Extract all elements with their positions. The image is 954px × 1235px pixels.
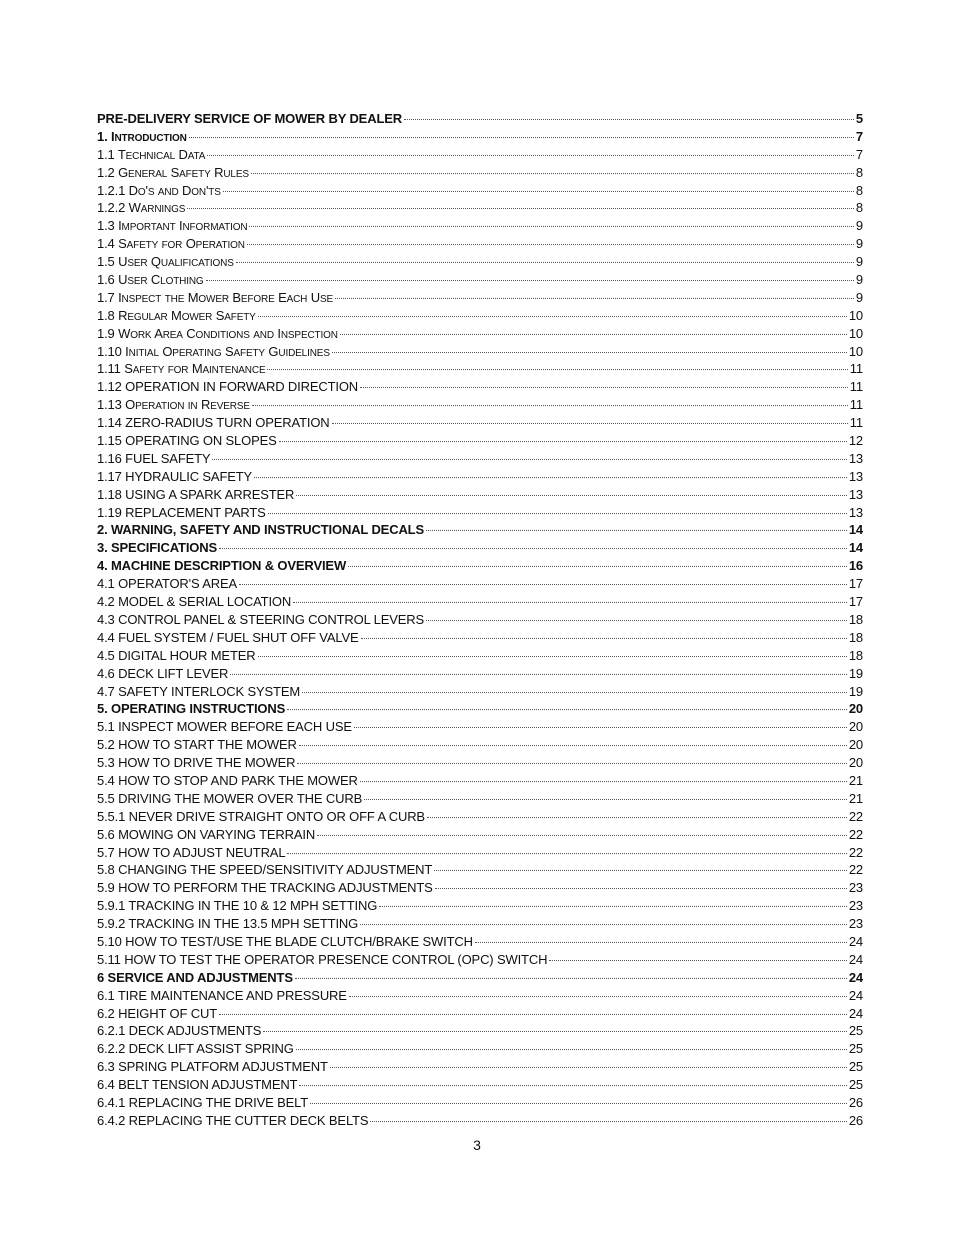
dot-leader [189,137,854,138]
toc-entry-title: 6.4 BELT TENSION ADJUSTMENT [97,1077,298,1093]
dot-leader [296,1049,847,1050]
toc-entry-page: 22 [848,862,863,878]
toc-entry[interactable] [97,647,863,665]
toc-entry[interactable] [97,1058,863,1076]
toc-entry[interactable] [97,396,863,414]
toc-entry-page: 13 [848,486,863,502]
toc-entry[interactable] [97,718,863,736]
toc-entry-page: 12 [848,433,863,449]
toc-entry-title: 5.10 HOW TO TEST/USE THE BLADE CLUTCH/BRAKE SWITCH [97,933,473,949]
dot-leader [434,870,847,871]
toc-entry-title: 6 SERVICE AND ADJUSTMENTS [97,969,293,985]
toc-entry[interactable] [97,182,863,200]
dot-leader [354,727,847,728]
toc-entry[interactable] [97,486,863,504]
dot-leader [251,173,854,174]
toc-entry-page: 10 [848,307,863,323]
toc-entry[interactable] [97,951,863,969]
toc-entry-page: 8 [855,164,863,180]
toc-entry[interactable] [97,1022,863,1040]
toc-entry-title: 5.9.1 TRACKING IN THE 10 & 12 MPH SETTING [97,898,378,914]
toc-entry[interactable] [97,307,863,325]
dot-leader [258,316,847,317]
toc-entry-page: 19 [848,665,863,681]
dot-leader [207,155,854,156]
toc-entry-page: 24 [848,987,863,1003]
toc-entry[interactable] [97,110,863,128]
toc-entry-title: 1.2 GENERAL SAFETY RULES [97,164,249,180]
dot-leader [223,191,854,192]
toc-entry-title: 1.11 SAFETY FOR MAINTENANCE [97,361,266,377]
dot-leader [475,942,847,943]
toc-entry-page: 7 [855,128,863,144]
toc-entry-title: 1.14 ZERO-RADIUS TURN OPERATION [97,415,330,431]
dot-leader [302,692,847,693]
toc-entry-title: 5.7 HOW TO ADJUST NEUTRAL [97,844,286,860]
toc-entry-title: 4.6 DECK LIFT LEVER [97,665,229,681]
dot-leader [299,1085,846,1086]
dot-leader [332,423,848,424]
toc-entry[interactable] [97,736,863,754]
toc-entry[interactable] [97,593,863,611]
toc-entry-title: 1.1 TECHNICAL DATA [97,146,206,162]
toc-entry-page: 17 [848,594,863,610]
toc-entry[interactable] [97,199,863,217]
toc-entry-title: 5.5.1 NEVER DRIVE STRAIGHT ONTO OR OFF A CURB [97,808,425,824]
toc-entry-title: 1.3 IMPORTANT INFORMATION [97,218,248,234]
toc-entry[interactable] [97,700,863,718]
toc-entry-page: 18 [848,629,863,645]
toc-entry[interactable] [97,378,863,396]
toc-entry-page: 24 [848,933,863,949]
dot-leader [332,352,847,353]
toc-entry[interactable] [97,164,863,182]
toc-entry-title: 4.3 CONTROL PANEL & STEERING CONTROL LEVERS [97,611,425,627]
toc-entry[interactable] [97,146,863,164]
dot-leader [404,119,854,120]
toc-entry-page: 25 [848,1023,863,1039]
toc-entry-title: 5.3 HOW TO DRIVE THE MOWER [97,755,296,771]
toc-entry-title: 4.5 DIGITAL HOUR METER [97,647,256,663]
toc-entry-page: 22 [848,844,863,860]
toc-entry-title: 6.2 HEIGHT OF CUT [97,1005,218,1021]
toc-entry-page: 8 [855,182,863,198]
toc-entry[interactable] [97,1040,863,1058]
dot-leader [370,1121,846,1122]
toc-entry-title: 1.6 USER CLOTHING [97,272,204,288]
toc-entry-title: 6.3 SPRING PLATFORM ADJUSTMENT [97,1059,328,1075]
dot-leader [426,620,847,621]
dot-leader [267,369,847,370]
dot-leader [219,548,847,549]
dot-leader [426,530,847,531]
dot-leader [219,1014,847,1015]
toc-entry-title: 5.6 MOWING ON VARYING TERRAIN [97,826,316,842]
dot-leader [335,298,854,299]
toc-entry-title: 4.1 OPERATOR'S AREA [97,576,238,592]
dot-leader [296,495,847,496]
dot-leader [263,1031,847,1032]
toc-entry-title: 2. WARNING, SAFETY AND INSTRUCTIONAL DECALS [97,522,424,538]
toc-entry-page: 18 [848,647,863,663]
toc-entry-title: 5.1 INSPECT MOWER BEFORE EACH USE [97,719,352,735]
toc-entry[interactable] [97,1076,863,1094]
toc-entry-page: 24 [848,1005,863,1021]
toc-entry-title: 5.9 HOW TO PERFORM THE TRACKING ADJUSTMENTS [97,880,433,896]
toc-entry-title: 1. INTRODUCTION [97,128,187,144]
toc-entry-page: 20 [848,755,863,771]
dot-leader [268,513,847,514]
toc-entry-page: 9 [855,289,863,305]
dot-leader [297,763,846,764]
toc-entry-page: 13 [848,468,863,484]
toc-entry[interactable] [97,861,863,879]
toc-entry-page: 10 [848,325,863,341]
toc-entry-page: 20 [848,719,863,735]
toc-entry[interactable] [97,557,863,575]
dot-leader [249,226,853,227]
toc-entry[interactable] [97,217,863,235]
toc-entry[interactable] [97,521,863,539]
toc-entry[interactable] [97,1112,863,1130]
toc-entry-page: 20 [848,701,863,717]
toc-entry-title: 1.12 OPERATION IN FORWARD DIRECTION [97,379,359,395]
toc-entry-page: 5 [855,111,863,126]
toc-entry-title: 1.7 INSPECT THE MOWER BEFORE EACH USE [97,289,334,305]
dot-leader [206,280,854,281]
toc-entry[interactable] [97,879,863,897]
toc-entry-title: 6.4.2 REPLACING THE CUTTER DECK BELTS [97,1112,369,1128]
toc-entry[interactable] [97,987,863,1005]
toc-entry-page: 23 [848,898,863,914]
toc-entry-page: 13 [848,450,863,466]
toc-entry-title: 3. SPECIFICATIONS [97,540,218,556]
toc-entry[interactable] [97,468,863,486]
toc-entry-title: 4.4 FUEL SYSTEM / FUEL SHUT OFF VALVE [97,629,359,645]
toc-entry-page: 22 [848,826,863,842]
toc-entry-title: 5.9.2 TRACKING IN THE 13.5 MPH SETTING [97,916,359,932]
toc-entry-title: PRE-DELIVERY SERVICE OF MOWER BY DEALER [97,111,402,126]
dot-leader [349,996,847,997]
toc-entry-title: 4.2 MODEL & SERIAL LOCATION [97,594,292,610]
toc-entry-page: 25 [848,1059,863,1075]
dot-leader [295,978,847,979]
toc-entry[interactable] [97,915,863,933]
toc-entry[interactable] [97,969,863,987]
dot-leader [360,781,847,782]
toc-entry-title: 1.13 OPERATION IN REVERSE [97,397,250,413]
toc-entry[interactable] [97,235,863,253]
dot-leader [287,853,846,854]
dot-leader [254,477,847,478]
toc-entry-page: 9 [855,236,863,252]
table-of-contents [97,110,863,1130]
toc-entry-page: 26 [848,1112,863,1128]
dot-leader [299,745,847,746]
dot-leader [187,208,854,209]
toc-entry[interactable] [97,539,863,557]
toc-entry-page: 18 [848,611,863,627]
toc-entry-title: 6.4.1 REPLACING THE DRIVE BELT [97,1094,309,1110]
toc-entry-page: 24 [848,969,863,985]
dot-leader [317,835,847,836]
toc-entry[interactable] [97,1094,863,1112]
toc-entry-page: 14 [848,540,863,556]
toc-entry-page: 26 [848,1094,863,1110]
toc-entry-page: 9 [855,254,863,270]
dot-leader [247,244,854,245]
toc-entry-page: 7 [855,146,863,162]
toc-entry[interactable] [97,414,863,432]
toc-entry[interactable] [97,432,863,450]
toc-entry-title: 4. MACHINE DESCRIPTION & OVERVIEW [97,558,347,574]
toc-entry-title: 5. OPERATING INSTRUCTIONS [97,701,286,717]
dot-leader [360,387,848,388]
toc-entry-page: 21 [848,772,863,788]
toc-entry-title: 1.4 SAFETY FOR OPERATION [97,236,245,252]
dot-leader [287,709,847,710]
toc-entry-page: 11 [849,379,863,395]
toc-entry-page: 14 [848,522,863,538]
toc-entry-page: 20 [848,737,863,753]
toc-entry-title: 6.2.1 DECK ADJUSTMENTS [97,1023,262,1039]
dot-leader [293,602,847,603]
toc-entry-title: 4.7 SAFETY INTERLOCK SYSTEM [97,683,301,699]
toc-entry[interactable] [97,754,863,772]
toc-entry-page: 25 [848,1041,863,1057]
toc-entry-title: 1.18 USING A SPARK ARRESTER [97,486,295,502]
toc-entry[interactable] [97,790,863,808]
toc-entry-title: 1.19 REPLACEMENT PARTS [97,504,266,520]
dot-leader [379,906,847,907]
toc-entry[interactable] [97,1005,863,1023]
toc-entry-title: 1.8 REGULAR MOWER SAFETY [97,307,256,323]
toc-entry[interactable] [97,325,863,343]
toc-entry-title: 1.10 INITIAL OPERATING SAFETY GUIDELINES [97,343,330,359]
toc-entry-title: 5.8 CHANGING THE SPEED/SENSITIVITY ADJUSTMENT [97,862,433,878]
toc-entry-page: 9 [855,272,863,288]
toc-entry-page: 23 [848,916,863,932]
toc-entry-page: 11 [849,415,863,431]
dot-leader [258,656,847,657]
toc-entry-title: 6.1 TIRE MAINTENANCE AND PRESSURE [97,987,347,1003]
dot-leader [330,1067,847,1068]
toc-entry[interactable] [97,271,863,289]
toc-entry-page: 21 [848,790,863,806]
toc-entry[interactable] [97,772,863,790]
toc-entry[interactable] [97,808,863,826]
toc-entry[interactable] [97,933,863,951]
toc-entry-title: 1.17 HYDRAULIC SAFETY [97,468,253,484]
dot-leader [340,334,847,335]
toc-entry[interactable] [97,128,863,146]
dot-leader [239,584,847,585]
toc-entry-title: 5.11 HOW TO TEST THE OPERATOR PRESENCE CONTROL (OPC) SWITCH [97,951,548,967]
toc-entry-page: 16 [848,558,863,574]
toc-entry[interactable] [97,504,863,522]
toc-entry-page: 22 [848,808,863,824]
toc-entry-page: 9 [855,218,863,234]
toc-entry-page: 17 [848,576,863,592]
toc-entry[interactable] [97,360,863,378]
toc-entry[interactable] [97,683,863,701]
dot-leader [252,405,848,406]
toc-entry-page: 11 [849,361,863,377]
toc-entry-page: 25 [848,1077,863,1093]
dot-leader [279,441,847,442]
dot-leader [549,960,847,961]
toc-entry[interactable] [97,665,863,683]
toc-entry[interactable] [97,629,863,647]
toc-entry[interactable] [97,450,863,468]
toc-entry-title: 1.15 OPERATING ON SLOPES [97,433,277,449]
toc-entry[interactable] [97,826,863,844]
toc-entry-page: 19 [848,683,863,699]
toc-entry-page: 11 [849,397,863,413]
dot-leader [360,924,847,925]
toc-entry-page: 8 [855,200,863,216]
toc-entry-title: 1.2.2 WARNINGS [97,200,186,216]
page-number: 3 [473,1137,481,1153]
toc-entry-title: 5.4 HOW TO STOP AND PARK THE MOWER [97,772,358,788]
toc-entry-title: 5.5 DRIVING THE MOWER OVER THE CURB [97,790,363,806]
toc-entry-title: 6.2.2 DECK LIFT ASSIST SPRING [97,1041,294,1057]
toc-entry-title: 1.16 FUEL SAFETY [97,450,211,466]
toc-entry-page: 24 [848,951,863,967]
toc-entry-title: 1.9 WORK AREA CONDITIONS AND INSPECTION [97,325,338,341]
toc-entry[interactable] [97,253,863,271]
dot-leader [236,262,854,263]
dot-leader [348,566,847,567]
toc-entry-title: 1.2.1 DO'S AND DON'TS [97,182,221,198]
toc-entry[interactable] [97,611,863,629]
toc-entry-title: 5.2 HOW TO START THE MOWER [97,737,297,753]
dot-leader [212,459,846,460]
dot-leader [230,674,847,675]
toc-entry-title: 1.5 USER QUALIFICATIONS [97,254,234,270]
dot-leader [427,817,847,818]
toc-entry[interactable] [97,897,863,915]
dot-leader [364,799,847,800]
toc-entry-page: 23 [848,880,863,896]
dot-leader [310,1103,847,1104]
toc-entry-page: 10 [848,343,863,359]
toc-entry[interactable] [97,289,863,307]
dot-leader [361,638,847,639]
toc-entry-page: 13 [848,504,863,520]
dot-leader [435,888,847,889]
toc-entry[interactable] [97,343,863,361]
toc-entry[interactable] [97,575,863,593]
toc-entry[interactable] [97,844,863,862]
